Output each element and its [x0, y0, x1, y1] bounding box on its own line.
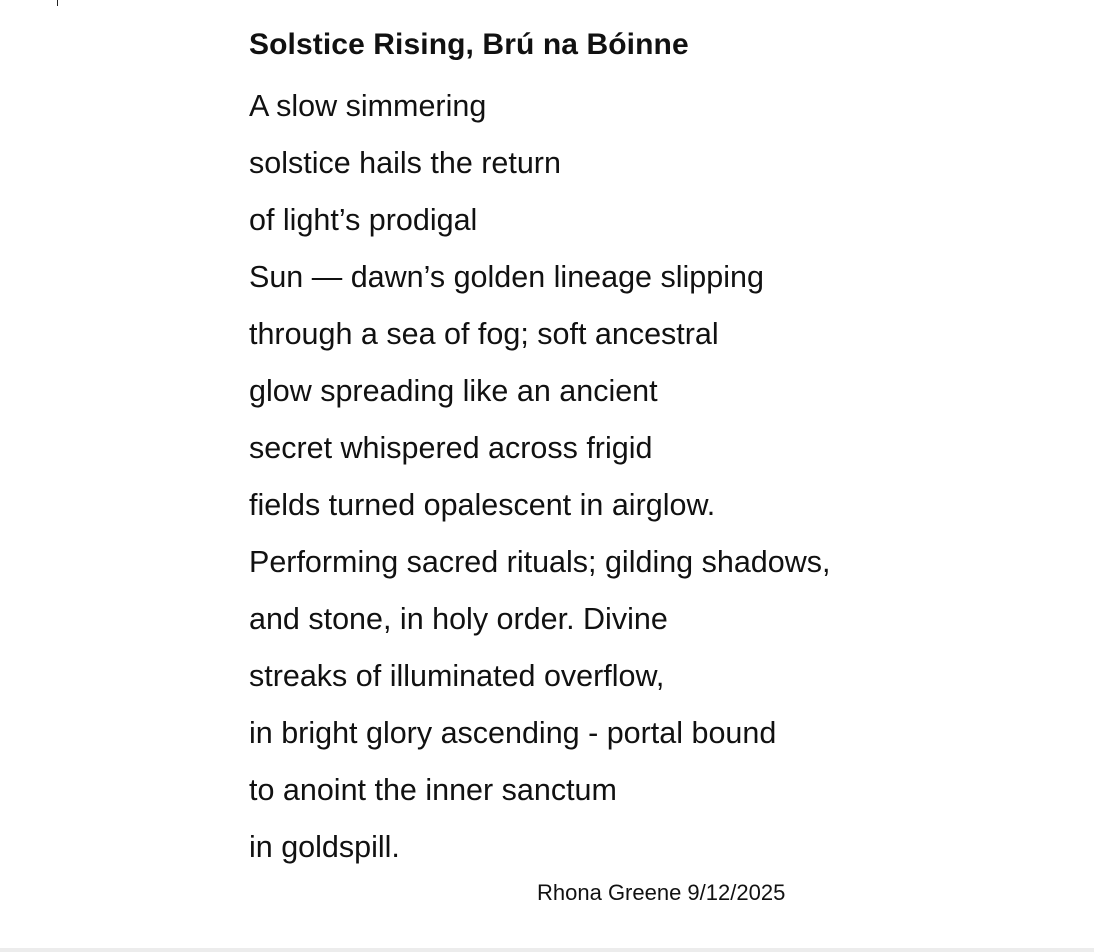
poem-title: Solstice Rising, Brú na Bóinne	[249, 28, 689, 61]
poem-line: secret whispered across frigid	[249, 431, 653, 465]
poem-line: glow spreading like an ancient	[249, 374, 658, 408]
poem-line: fields turned opalescent in airglow.	[249, 488, 716, 522]
poem-line: A slow simmering	[249, 89, 487, 123]
poem-body	[249, 78, 1069, 876]
poem-line: Sun — dawn’s golden lineage slipping	[249, 260, 764, 294]
page-bottom-edge	[0, 948, 1094, 952]
author-signature-date: Rhona Greene 9/12/2025	[537, 880, 786, 905]
poem-line: through a sea of fog; soft ancestral	[249, 317, 719, 351]
poem-line: streaks of illuminated overflow,	[249, 659, 665, 693]
poem-line: and stone, in holy order. Divine	[249, 602, 668, 636]
poem-line: in goldspill.	[249, 830, 400, 864]
poem-line: in bright glory ascending - portal bound	[249, 716, 777, 750]
poem-line: of light’s prodigal	[249, 203, 478, 237]
poem	[249, 21, 1069, 876]
poem-line: Performing sacred rituals; gilding shadows,	[249, 545, 831, 579]
text-cursor-mark	[57, 0, 58, 6]
poem-line: to anoint the inner sanctum	[249, 773, 617, 807]
poem-line: solstice hails the return	[249, 146, 561, 180]
